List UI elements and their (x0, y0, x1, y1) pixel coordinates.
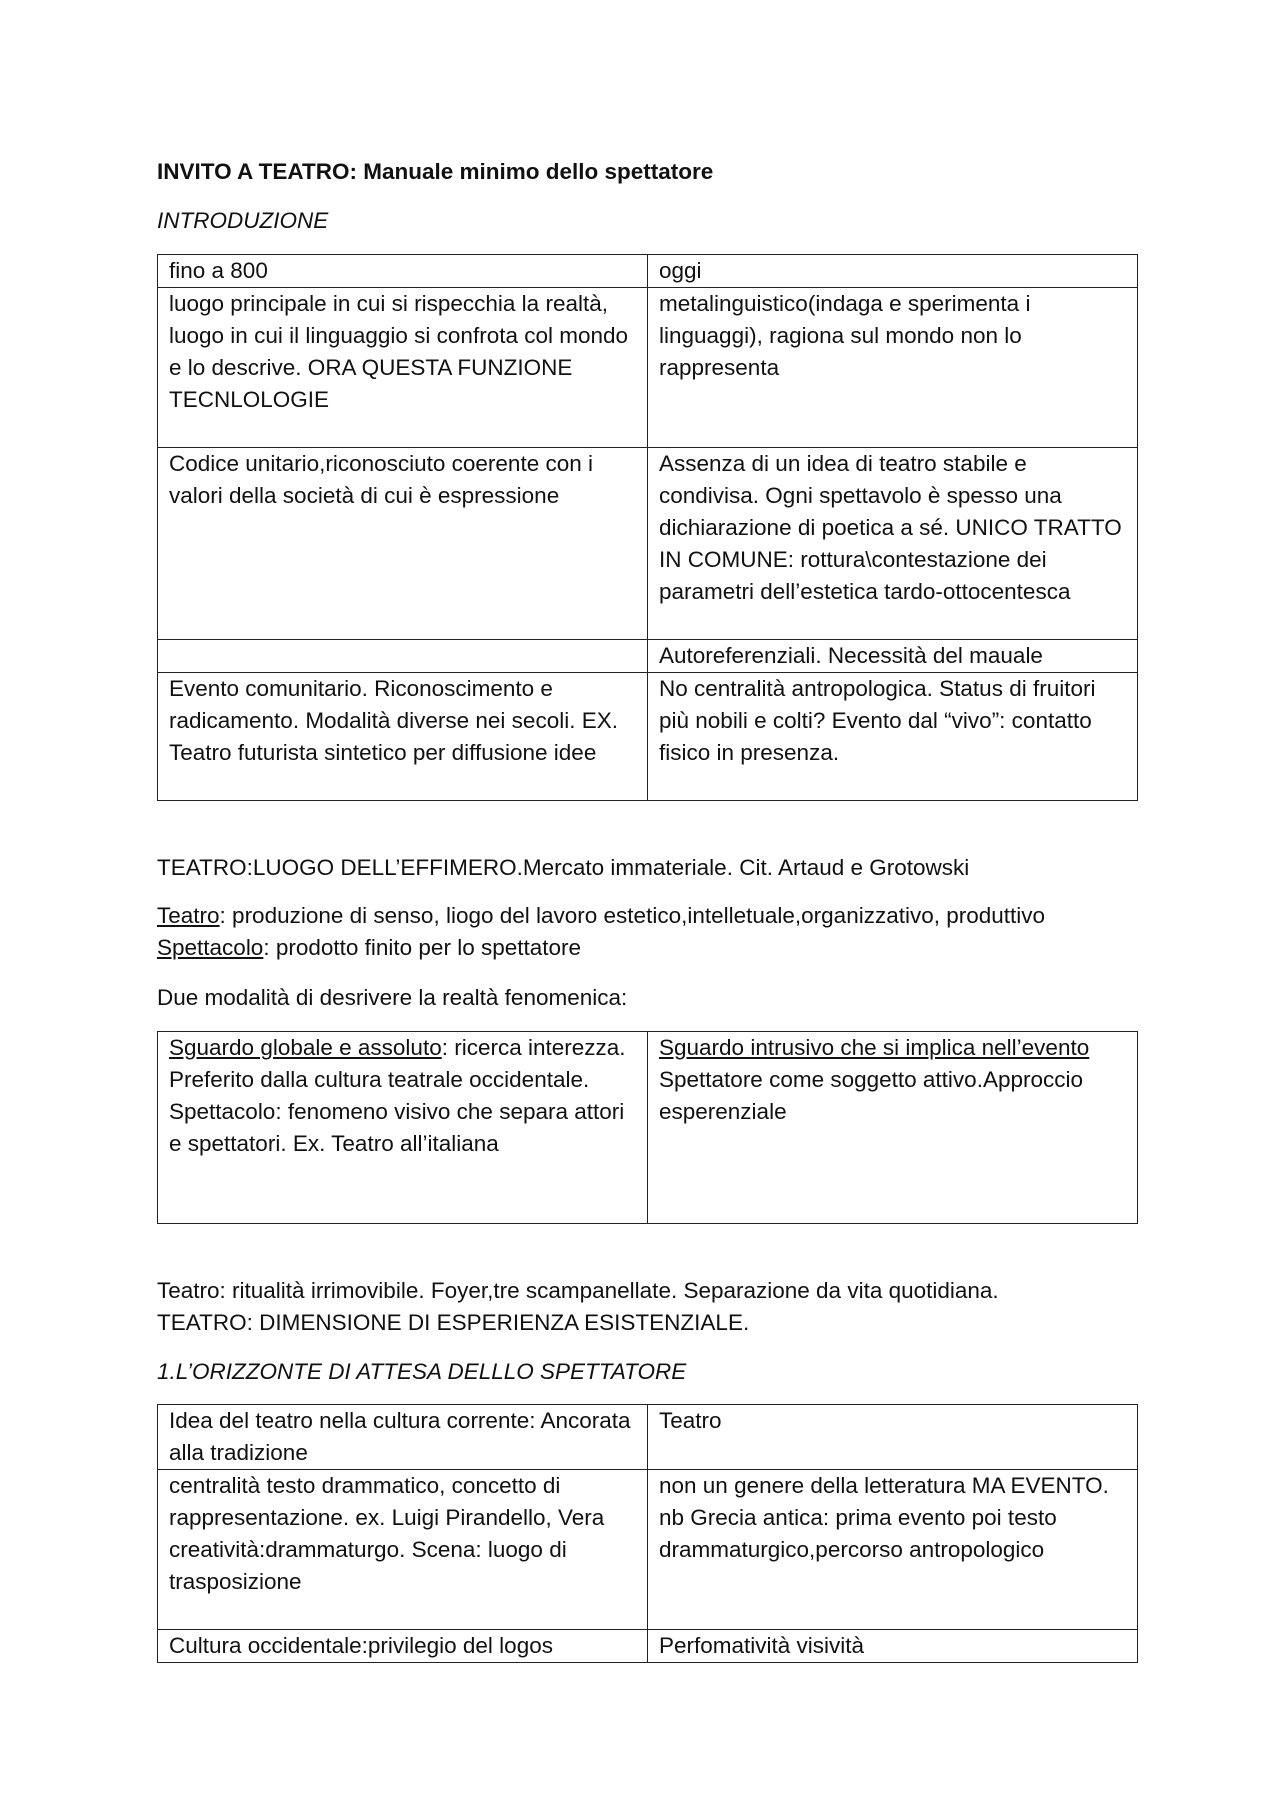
comparison-table-orizzonte (157, 1404, 1138, 1663)
table-cell: Assenza di un idea di teatro stabile e condivisa. Ogni spettavolo è spesso una dichiarazione di poetica a sé. UNICO TRATTO IN COMUNE: rottura\contestazione dei parametri dell’estetica tardo-ottocentesca (648, 448, 1138, 640)
table-cell: Sguardo intrusivo che si implica nell’evento Spettatore come soggetto attivo.Approccio esperenziale (648, 1032, 1138, 1224)
table-cell: No centralità antropologica. Status di fruitori più nobili e colti? Evento dal “vivo”: contatto fisico in presenza. (648, 673, 1138, 801)
table-row (158, 1630, 1138, 1663)
term-sguardo-intrusivo: Sguardo intrusivo che si implica nell’evento (659, 1035, 1090, 1060)
term-teatro: Teatro (157, 903, 220, 928)
table-row (158, 1470, 1138, 1630)
definition-spettacolo (157, 932, 581, 964)
comparison-table-sguardo (157, 1031, 1138, 1224)
table-cell: metalinguistico(indaga e sperimenta i linguaggi), ragiona sul mondo non lo rappresenta (648, 288, 1138, 448)
paragraph-effimero: TEATRO:LUOGO DELL’EFFIMERO.Mercato immateriale. Cit. Artaud e Grotowski (157, 855, 970, 880)
table-cell: Perfomatività visività (648, 1630, 1138, 1663)
definition-teatro (157, 900, 1045, 932)
table-cell: Teatro (648, 1405, 1138, 1470)
table-row (158, 288, 1138, 448)
table-row (158, 448, 1138, 640)
table-cell: luogo principale in cui si rispecchia la realtà, luogo in cui il linguaggio si confrota col mondo e lo descrive. ORA QUESTA FUNZIONE TECNLOLOGIE (158, 288, 648, 448)
table-row (158, 640, 1138, 673)
table-row (158, 1032, 1138, 1224)
paragraph-dimensione: TEATRO: DIMENSIONE DI ESPERIENZA ESISTENZIALE. (157, 1310, 750, 1335)
term-spettacolo: Spettacolo (157, 935, 264, 960)
table-cell (158, 640, 648, 673)
table-cell: Autoreferenziali. Necessità del mauale (648, 640, 1138, 673)
document-title: INVITO A TEATRO: Manuale minimo dello spettatore (157, 159, 714, 184)
table-cell: oggi (648, 255, 1138, 288)
table-cell: fino a 800 (158, 255, 648, 288)
table-cell: non un genere della letteratura MA EVENTO. nb Grecia antica: prima evento poi testo drammaturgico,percorso antropologico (648, 1470, 1138, 1630)
table-row (158, 1405, 1138, 1470)
table-row (158, 255, 1138, 288)
table-row (158, 673, 1138, 801)
term-sguardo-globale: Sguardo globale e assoluto (169, 1035, 442, 1060)
table-cell: Cultura occidentale:privilegio del logos (158, 1630, 648, 1663)
section-heading-orizzonte: 1.L’ORIZZONTE DI ATTESA DELLLO SPETTATORE (157, 1359, 687, 1384)
paragraph-modalita: Due modalità di desrivere la realtà fenomenica: (157, 985, 628, 1010)
comparison-table-intro (157, 254, 1138, 801)
intro-heading: INTRODUZIONE (157, 208, 329, 233)
table-cell: Idea del teatro nella cultura corrente: Ancorata alla tradizione (158, 1405, 648, 1470)
definition-text: : produzione di senso, liogo del lavoro estetico,intelletuale,organizzativo, produttivo (219, 903, 1046, 928)
table-cell: Sguardo globale e assoluto: ricerca interezza. Preferito dalla cultura teatrale occidentale. Spettacolo: fenomeno visivo che separa attori e spettatori. Ex. Teatro all’italiana (158, 1032, 648, 1224)
definition-text: : prodotto finito per lo spettatore (263, 935, 582, 960)
table-cell: centralità testo drammatico, concetto di rappresentazione. ex. Luigi Pirandello, Vera creatività:drammaturgo. Scena: luogo di trasposizione (158, 1470, 648, 1630)
table-cell: Evento comunitario. Riconoscimento e radicamento. Modalità diverse nei secoli. EX. Teatro futurista sintetico per diffusione idee (158, 673, 648, 801)
paragraph-ritualita: Teatro: ritualità irrimovibile. Foyer,tre scampanellate. Separazione da vita quotidiana. (157, 1278, 999, 1303)
table-cell: Codice unitario,riconosciuto coerente con i valori della società di cui è espressione (158, 448, 648, 640)
